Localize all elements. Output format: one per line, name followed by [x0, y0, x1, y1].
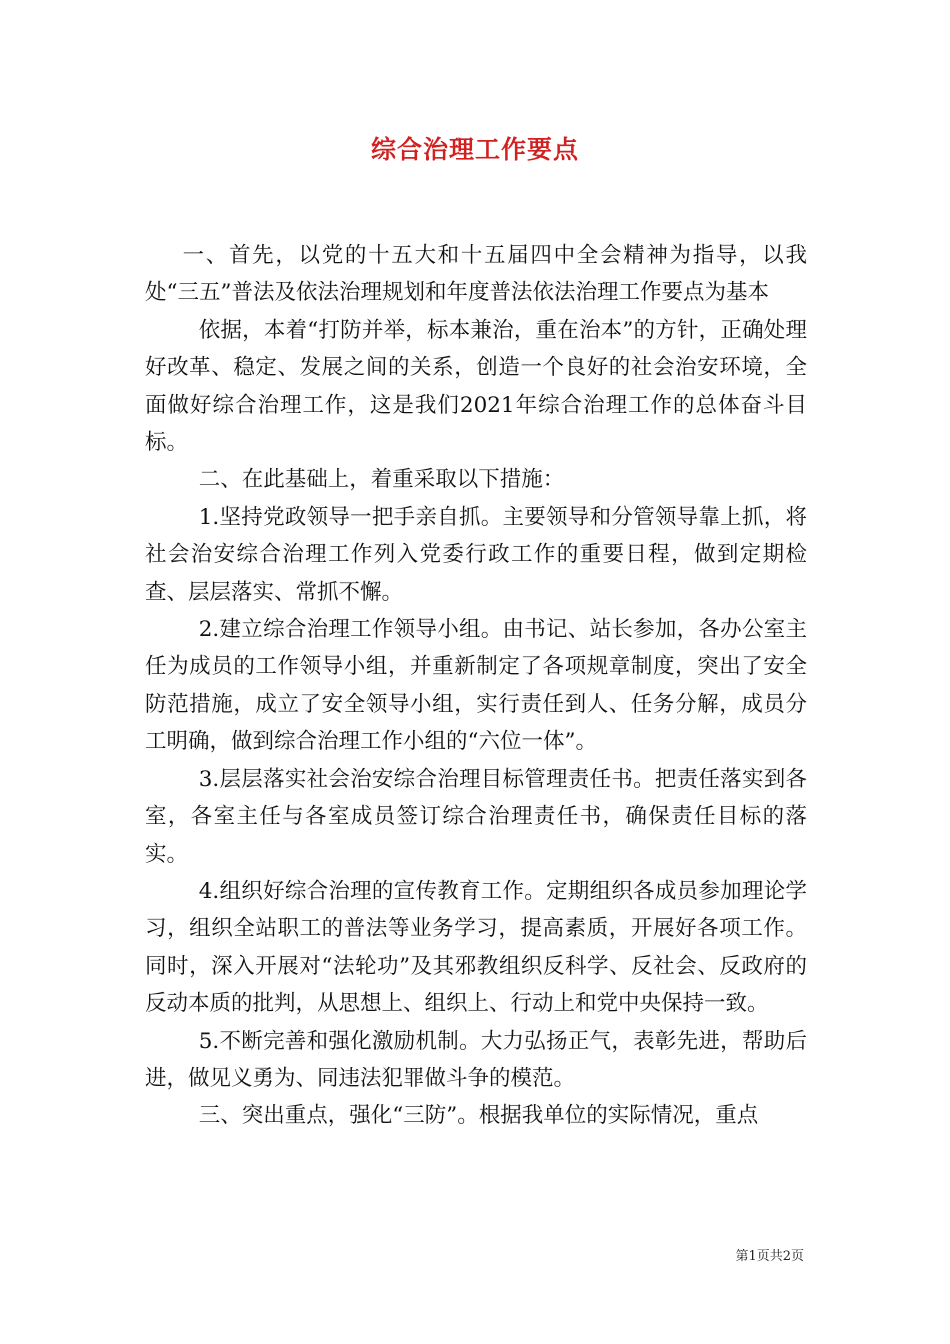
paragraph: 一、首先，以党的十五大和十五届四中全会精神为指导，以我处“三五”普法及依法治理规划和年度普法依法治理工作要点为基本 [145, 243, 807, 306]
paragraph: 1.坚持党政领导一把手亲自抓。主要领导和分管领导靠上抓，将社会治安综合治理工作列入党委行政工作的重要日程，做到定期检查、层层落实、常抓不懈。 [145, 504, 807, 605]
paragraph: 二、在此基础上，着重采取以下措施： [198, 467, 565, 493]
paragraph: 3.层层落实社会治安综合治理目标管理责任书。把责任落实到各室，各室主任与各室成员签订综合治理责任书，确保责任目标的落实。 [145, 766, 807, 867]
document-body [145, 237, 807, 1135]
paragraph: 4.组织好综合治理的宣传教育工作。定期组织各成员参加理论学习，组织全站职工的普法等业务学习，提高素质，开展好各项工作。同时，深入开展对“法轮功”及其邪教组织反科学、反社会、反政府的反动本质的批判，从思想上、组织上、行动上和党中央保持一致。 [145, 878, 807, 1017]
paragraph: 2.建立综合治理工作领导小组。由书记、站长参加，各办公室主任为成员的工作领导小组，并重新制定了各项规章制度，突出了安全防范措施，成立了安全领导小组，实行责任到人、任务分解，成员分工明确，做到综合治理工作小组的“六位一体”。 [145, 617, 807, 755]
document-title: 综合治理工作要点 [370, 135, 579, 164]
page-number: 第1页共2页 [735, 1249, 804, 1264]
paragraph: 依据，本着“打防并举，标本兼治，重在治本”的方针，正确处理好改革、稳定、发展之间的关系，创造一个良好的社会治安环境，全面做好综合治理工作，这是我们2021年综合治理工作的总体奋斗目标。 [145, 317, 807, 456]
paragraph: 5.不断完善和强化激励机制。大力弘扬正气，表彰先进，帮助后进，做见义勇为、同违法犯罪做斗争的模范。 [145, 1028, 807, 1091]
paragraph: 三、突出重点，强化“三防”。根据我单位的实际情况，重点 [198, 1103, 759, 1129]
